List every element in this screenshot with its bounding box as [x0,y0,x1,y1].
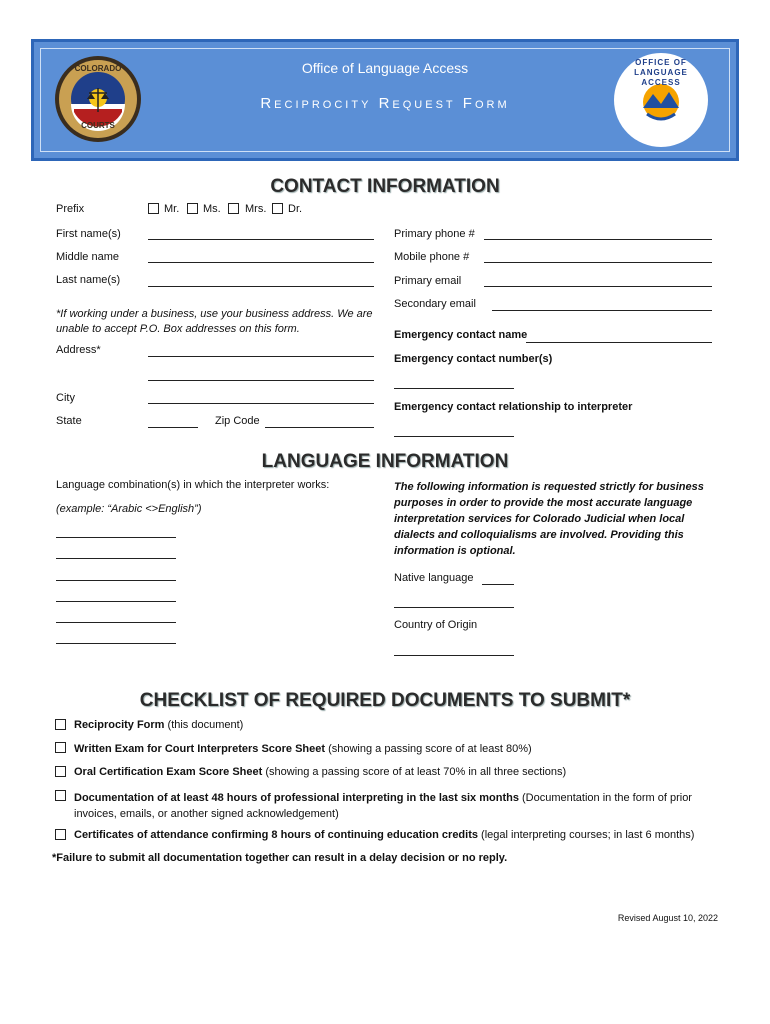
middle-name-label: Middle name [56,251,119,263]
prefix-label: Prefix [56,203,85,215]
secondary-email-label: Secondary email [394,298,476,310]
mobile-phone-label: Mobile phone # [394,251,470,263]
office-name: Office of Language Access [301,60,469,76]
checklist-item-1-rest: (this document) [164,719,244,731]
form-title: Reciprocity Request Form [260,95,510,112]
checklist-checkbox-4[interactable] [55,790,66,801]
form-header [31,39,739,161]
prefix-mrs-label: Mrs. [245,203,267,215]
city-field[interactable] [148,403,374,404]
prefix-mrs-checkbox[interactable] [228,203,239,214]
prefix-dr-label: Dr. [288,203,303,215]
last-name-field[interactable] [148,286,374,287]
checklist-item-4-bold: Documentation of at least 48 hours of professional interpreting in the last six months [74,792,519,804]
seal-top-text: COLORADO [74,64,122,73]
checklist-item-5 [74,829,694,841]
checklist-checkbox-2[interactable] [55,742,66,753]
checklist-item-1 [74,719,243,731]
emergency-name-field[interactable] [526,342,712,343]
contact-heading: CONTACT INFORMATION [270,176,500,197]
emergency-relationship-field[interactable] [394,436,514,437]
language-field-5[interactable] [56,622,176,623]
language-field-1[interactable] [56,537,176,538]
mobile-phone-field[interactable] [484,262,712,263]
prefix-ms-checkbox[interactable] [187,203,198,214]
checklist-item-1-bold: Reciprocity Form [74,719,165,731]
country-origin-label: Country of Origin [394,619,478,631]
emergency-number-field[interactable] [394,388,514,389]
checklist-item-5-rest: (legal interpreting courses; in last 6 months) [478,829,695,841]
language-example: (example: “Arabic <>English”) [56,503,202,515]
secondary-email-field[interactable] [492,310,712,311]
first-name-label: First name(s) [56,228,121,240]
checklist-footnote: *Failure to submit all documentation together can result in a delay decision or no reply. [52,852,508,864]
seal-bottom-text: COURTS [81,121,115,130]
country-origin-field[interactable] [394,655,514,656]
emergency-name-label: Emergency contact name [394,329,528,341]
primary-email-label: Primary email [394,275,462,287]
checklist-checkbox-3[interactable] [55,766,66,777]
language-combinations-label: Language combination(s) in which the interpreter works: [56,479,330,491]
native-language-field-short[interactable] [482,584,514,585]
checklist-item-4-rest: (Documentation in the form of prior invoices, emails, or another signed acknowledgement) [74,792,692,820]
native-language-label: Native language [394,572,474,584]
primary-email-field[interactable] [484,286,712,287]
zip-label: Zip Code [215,415,260,427]
language-heading: LANGUAGE INFORMATION [261,451,509,472]
prefix-mr-label: Mr. [164,203,180,215]
address-field-2[interactable] [148,380,374,381]
primary-phone-field[interactable] [484,239,712,240]
checklist-heading: CHECKLIST OF REQUIRED DOCUMENTS TO SUBMIT* [139,690,631,711]
primary-phone-label: Primary phone # [394,228,475,240]
emergency-number-label: Emergency contact number(s) [394,353,553,365]
native-language-field[interactable] [394,607,514,608]
address-field-1[interactable] [148,356,374,357]
checklist-checkbox-1[interactable] [55,719,66,730]
prefix-mr-checkbox[interactable] [148,203,159,214]
language-field-2[interactable] [56,558,176,559]
state-field[interactable] [148,427,198,428]
last-name-label: Last name(s) [56,274,121,286]
language-field-6[interactable] [56,643,176,644]
business-address-note: *If working under a business, use your business address. We are unable to accept P.O. Box addresses on this form. [56,308,373,335]
address-label: Address* [56,344,101,356]
revised-date: Revised August 10, 2022 [617,913,718,923]
zip-field[interactable] [265,427,374,428]
checklist-item-3-rest: (showing a passing score of at least 70% in all three sections) [262,766,567,778]
checklist-item-2 [74,743,532,755]
optional-info-note: The following information is requested strictly for business purposes in order to provide the most accurate language interpretation services for Colorado Judicial when local dialects and colloquialisms are involved. Providing this information is optional. [394,481,704,557]
language-field-4[interactable] [56,601,176,602]
prefix-ms-label: Ms. [203,203,221,215]
checklist-item-2-bold: Written Exam for Court Interpreters Score Sheet [74,743,326,755]
middle-name-field[interactable] [148,262,374,263]
checklist-item-3-bold: Oral Certification Exam Score Sheet [74,766,263,778]
checklist-checkbox-5[interactable] [55,829,66,840]
logo-text: OFFICE OF LANGUAGE ACCESS [634,58,688,87]
emergency-relationship-label: Emergency contact relationship to interpreter [394,401,633,413]
first-name-field[interactable] [148,239,374,240]
checklist-item-3 [74,766,566,778]
prefix-dr-checkbox[interactable] [272,203,283,214]
language-field-3[interactable] [56,580,176,581]
checklist-item-2-rest: (showing a passing score of at least 80%) [325,743,532,755]
checklist-item-5-bold: Certificates of attendance confirming 8 hours of continuing education credits [74,829,478,841]
state-label: State [56,415,82,427]
city-label: City [56,392,75,404]
checklist-item-4 [74,790,714,822]
